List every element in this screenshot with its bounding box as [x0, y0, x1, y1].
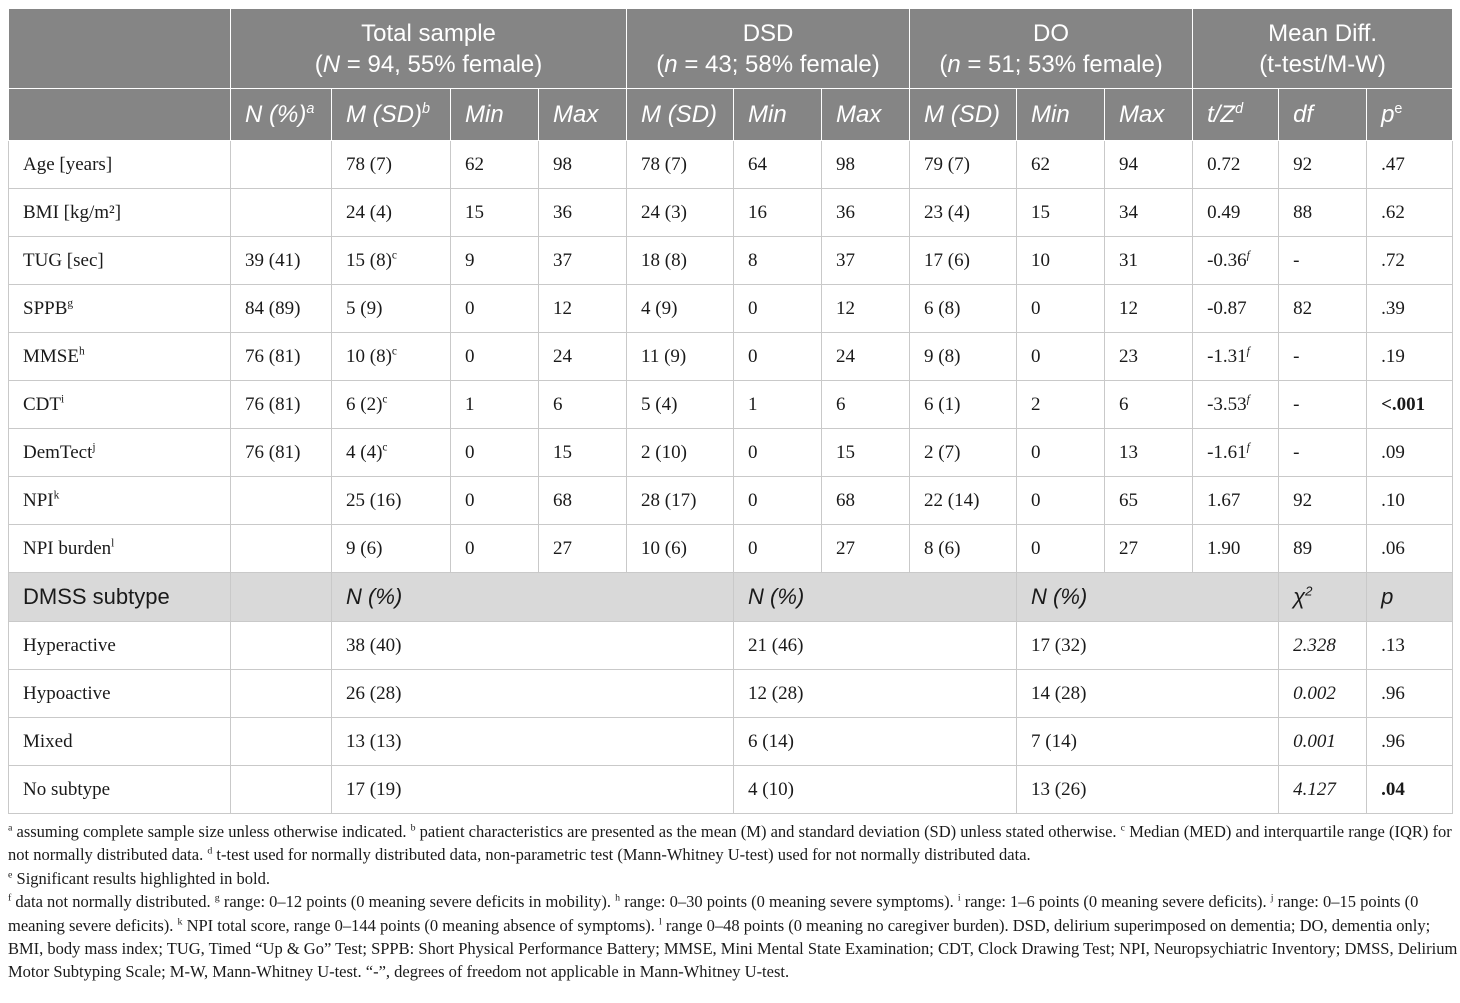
cell-do-max: 27: [1105, 525, 1193, 573]
row-label: Hyperactive: [9, 622, 231, 670]
table-row: [9, 285, 1453, 333]
cell-total-max: 37: [539, 237, 627, 285]
cell-do-npct: 13 (26): [1017, 766, 1279, 814]
row-label: TUG [sec]: [9, 237, 231, 285]
col-total-min: Min: [451, 89, 539, 141]
cell-chi: 4.127: [1279, 766, 1367, 814]
cell-tz: -1.31$^f$: [1193, 333, 1279, 381]
cell-dsd-npct: 6 (14): [734, 718, 1017, 766]
cell-dsd-max: 15: [822, 429, 910, 477]
cell-total-msd: 25 (16): [332, 477, 451, 525]
footnote-line: $^e$ Significant results highlighted in bold.: [8, 868, 270, 888]
cell-dsd-min: 0: [734, 429, 822, 477]
cell-do-msd: 8 (6): [910, 525, 1017, 573]
cell-p: <.001: [1367, 381, 1453, 429]
dmss-total-npct: N (%): [332, 573, 734, 622]
header-mean-diff: Mean Diff. (t-test/M-W): [1193, 9, 1453, 89]
cell-p: .96: [1367, 670, 1453, 718]
table-row: [9, 189, 1453, 237]
col-dsd-max: Max: [822, 89, 910, 141]
cell-do-min: 0: [1017, 429, 1105, 477]
cell-total-min: 15: [451, 189, 539, 237]
cell-dsd-max: 24: [822, 333, 910, 381]
cell-dsd-npct: 4 (10): [734, 766, 1017, 814]
cell-tz: 1.67: [1193, 477, 1279, 525]
cell-do-msd: 22 (14): [910, 477, 1017, 525]
col-dsd-msd: M (SD): [627, 89, 734, 141]
cell-total-min: 62: [451, 141, 539, 189]
table-row: [9, 429, 1453, 477]
row-label: MMSE$^h$: [9, 333, 231, 381]
cell-total-max: 98: [539, 141, 627, 189]
cell-df: -: [1279, 429, 1367, 477]
cell-dsd-min: 0: [734, 333, 822, 381]
cell-total-max: 15: [539, 429, 627, 477]
col-do-max: Max: [1105, 89, 1193, 141]
cell-dsd-max: 37: [822, 237, 910, 285]
cell-dsd-min: 1: [734, 381, 822, 429]
cell-total-npct: 17 (19): [332, 766, 734, 814]
cell-tz: -0.87: [1193, 285, 1279, 333]
cell-n-pct: 76 (81): [231, 429, 332, 477]
dmss-dsd-npct: N (%): [734, 573, 1017, 622]
cell-total-msd: 24 (4): [332, 189, 451, 237]
dmss-blank: [231, 573, 332, 622]
cell-n-pct: [231, 477, 332, 525]
cell-dsd-min: 16: [734, 189, 822, 237]
table-row: [9, 670, 1453, 718]
dmss-section-header: [9, 573, 1453, 622]
cell-total-min: 0: [451, 333, 539, 381]
cell-do-max: 12: [1105, 285, 1193, 333]
cell-total-msd: 9 (6): [332, 525, 451, 573]
cell-do-max: 65: [1105, 477, 1193, 525]
footnote-line: $^a$ assuming complete sample size unless otherwise indicated. $^b$ patient characteristics are presented as the mean (M) and standard deviation (SD) unless stated otherwise. $^c$ Median (MED) and interquartile range (IQR) for not normally distributed data. $^d$ t-test used for normally distributed data, non-parametric test (Mann-Whitney U-test) used for not normally distributed data.: [8, 822, 1452, 865]
cell-total-npct: 38 (40): [332, 622, 734, 670]
cell-total-msd: 4 $(4)^c$: [332, 429, 451, 477]
table-row: [9, 141, 1453, 189]
table-footnotes: [8, 820, 1458, 984]
cell-n-pct: [231, 525, 332, 573]
col-tz: $t/Z^d$: [1193, 89, 1279, 141]
col-df: df: [1279, 89, 1367, 141]
cell-p: .19: [1367, 333, 1453, 381]
row-label: Mixed: [9, 718, 231, 766]
cell-dsd-msd: 18 (8): [627, 237, 734, 285]
cell-dsd-msd: 10 (6): [627, 525, 734, 573]
cell-p: .96: [1367, 718, 1453, 766]
table-row: [9, 477, 1453, 525]
cell-tz: 1.90: [1193, 525, 1279, 573]
cell-do-npct: 17 (32): [1017, 622, 1279, 670]
header-row-columns: [9, 89, 1453, 141]
cell-total-msd: 78 (7): [332, 141, 451, 189]
cell-do-min: 15: [1017, 189, 1105, 237]
row-label: Hypoactive: [9, 670, 231, 718]
cell-total-msd: 6 $(2)^c$: [332, 381, 451, 429]
col-do-min: Min: [1017, 89, 1105, 141]
cell-dsd-max: 98: [822, 141, 910, 189]
table-row: [9, 237, 1453, 285]
dmss-do-npct: N (%): [1017, 573, 1279, 622]
header-row-groups: [9, 9, 1453, 89]
cell-total-max: 24: [539, 333, 627, 381]
cell-p: .72: [1367, 237, 1453, 285]
col-do-msd: M (SD): [910, 89, 1017, 141]
cell-do-min: 0: [1017, 477, 1105, 525]
cell-total-msd: 15 $(8)^c$: [332, 237, 451, 285]
cell-do-max: 13: [1105, 429, 1193, 477]
cell-tz: -1.61$^f$: [1193, 429, 1279, 477]
cell-total-min: 0: [451, 429, 539, 477]
cell-p: .06: [1367, 525, 1453, 573]
cell-dsd-msd: 5 (4): [627, 381, 734, 429]
cell-tz: -0.36$^f$: [1193, 237, 1279, 285]
cell-do-max: 23: [1105, 333, 1193, 381]
cell-n-pct: [231, 189, 332, 237]
table-row: [9, 622, 1453, 670]
cell-do-msd: 6 (1): [910, 381, 1017, 429]
table-row: [9, 718, 1453, 766]
row-label: DemTect$^j$: [9, 429, 231, 477]
cell-df: 92: [1279, 141, 1367, 189]
table-row: [9, 766, 1453, 814]
cell-df: -: [1279, 237, 1367, 285]
dmss-chi: $\chi^2$: [1279, 573, 1367, 622]
cell-total-min: 9: [451, 237, 539, 285]
header-blank-2: [9, 89, 231, 141]
table-body: [9, 141, 1453, 814]
dmss-p: p: [1367, 573, 1453, 622]
row-label: BMI [kg/m²]: [9, 189, 231, 237]
cell-dsd-msd: 78 (7): [627, 141, 734, 189]
cell-do-msd: 6 (8): [910, 285, 1017, 333]
cell-df: -: [1279, 333, 1367, 381]
cell-dsd-msd: 24 (3): [627, 189, 734, 237]
cell-do-npct: 14 (28): [1017, 670, 1279, 718]
cell-n-pct: [231, 141, 332, 189]
cell-p: .10: [1367, 477, 1453, 525]
cell-chi: 0.001: [1279, 718, 1367, 766]
cell-do-msd: 9 (8): [910, 333, 1017, 381]
cell-chi: 0.002: [1279, 670, 1367, 718]
row-label: SPPB$^g$: [9, 285, 231, 333]
table-row: [9, 381, 1453, 429]
cell-do-max: 94: [1105, 141, 1193, 189]
cell-p: .04: [1367, 766, 1453, 814]
cell-total-msd: 5 (9): [332, 285, 451, 333]
col-total-max: Max: [539, 89, 627, 141]
cell-dsd-npct: 12 (28): [734, 670, 1017, 718]
table-header: [9, 9, 1453, 141]
cell-chi: 2.328: [1279, 622, 1367, 670]
header-blank: [9, 9, 231, 89]
cell-p: .47: [1367, 141, 1453, 189]
cell-dsd-min: 0: [734, 525, 822, 573]
cell-do-max: 34: [1105, 189, 1193, 237]
cell-n-pct: 84 (89): [231, 285, 332, 333]
cell-df: -: [1279, 381, 1367, 429]
col-p: $p^e$: [1367, 89, 1453, 141]
cell-blank: [231, 766, 332, 814]
cell-df: 92: [1279, 477, 1367, 525]
cell-do-min: 2: [1017, 381, 1105, 429]
col-dsd-min: Min: [734, 89, 822, 141]
row-label: Age [years]: [9, 141, 231, 189]
cell-total-msd: 10 $(8)^c$: [332, 333, 451, 381]
cell-dsd-max: 36: [822, 189, 910, 237]
footnote-line: $^f$ data not normally distributed. $^g$ range: 0–12 points (0 meaning severe deficits in mobility). $^h$ range: 0–30 points (0 meaning severe symptoms). $^i$ range: 1–6 points (0 meaning severe deficits). $^j$ range: 0–15 points (0 meaning severe deficits). $^k$ NPI total score, range 0–144 points (0 meaning absence of symptoms). $^l$ range 0–48 points (0 meaning no caregiver burden). DSD, delirium superimposed on dementia; DO, dementia only; BMI, body mass index; TUG, Timed “Up & Go” Test; SPPB: Short Physical Performance Battery; MMSE, Mini Mental State Examination; CDT, Clock Drawing Test; NPI, Neuropsychiatric Inventory; DMSS, Delirium Motor Subtyping Scale; M-W, Mann-Whitney U-test. “-”, degrees of freedom not applicable in Mann-Whitney U-test.: [8, 892, 1458, 982]
cell-tz: -3.53$^f$: [1193, 381, 1279, 429]
cell-dsd-msd: 11 (9): [627, 333, 734, 381]
cell-do-msd: 79 (7): [910, 141, 1017, 189]
cell-blank: [231, 622, 332, 670]
cell-dsd-msd: 4 (9): [627, 285, 734, 333]
cell-blank: [231, 670, 332, 718]
row-label: No subtype: [9, 766, 231, 814]
cell-total-max: 36: [539, 189, 627, 237]
table-row: [9, 525, 1453, 573]
cell-do-min: 0: [1017, 525, 1105, 573]
cell-dsd-min: 0: [734, 285, 822, 333]
cell-total-npct: 26 (28): [332, 670, 734, 718]
cell-do-min: 0: [1017, 333, 1105, 381]
cell-total-max: 6: [539, 381, 627, 429]
cell-dsd-msd: 2 (10): [627, 429, 734, 477]
cell-dsd-min: 0: [734, 477, 822, 525]
row-label: NPI$^k$: [9, 477, 231, 525]
header-dsd: DSD (n = 43; 58% female): [627, 9, 910, 89]
cell-dsd-min: 8: [734, 237, 822, 285]
cell-dsd-max: 68: [822, 477, 910, 525]
cell-p: .39: [1367, 285, 1453, 333]
cell-dsd-max: 6: [822, 381, 910, 429]
cell-df: 82: [1279, 285, 1367, 333]
cell-total-min: 0: [451, 285, 539, 333]
cell-n-pct: 39 (41): [231, 237, 332, 285]
cell-total-max: 68: [539, 477, 627, 525]
cell-dsd-npct: 21 (46): [734, 622, 1017, 670]
cell-do-npct: 7 (14): [1017, 718, 1279, 766]
cell-tz: 0.72: [1193, 141, 1279, 189]
row-label: CDT$^i$: [9, 381, 231, 429]
dmss-label: DMSS subtype: [9, 573, 231, 622]
cell-dsd-msd: 28 (17): [627, 477, 734, 525]
cell-do-min: 0: [1017, 285, 1105, 333]
cell-df: 89: [1279, 525, 1367, 573]
col-n-pct: N (%)$^a$: [231, 89, 332, 141]
header-total-sample: Total sample (N = 94, 55% female): [231, 9, 627, 89]
cell-n-pct: 76 (81): [231, 381, 332, 429]
cell-do-min: 62: [1017, 141, 1105, 189]
col-total-msd: M (SD)$^b$: [332, 89, 451, 141]
cell-p: .13: [1367, 622, 1453, 670]
cell-dsd-max: 12: [822, 285, 910, 333]
cell-do-msd: 2 (7): [910, 429, 1017, 477]
cell-p: .09: [1367, 429, 1453, 477]
table-container: [8, 8, 1458, 984]
cell-total-max: 27: [539, 525, 627, 573]
cell-do-msd: 17 (6): [910, 237, 1017, 285]
table-row: [9, 333, 1453, 381]
cell-n-pct: 76 (81): [231, 333, 332, 381]
cell-total-npct: 13 (13): [332, 718, 734, 766]
cell-do-min: 10: [1017, 237, 1105, 285]
cell-do-max: 6: [1105, 381, 1193, 429]
cell-total-min: 0: [451, 525, 539, 573]
cell-total-min: 0: [451, 477, 539, 525]
cell-do-msd: 23 (4): [910, 189, 1017, 237]
cell-total-max: 12: [539, 285, 627, 333]
header-do: DO (n = 51; 53% female): [910, 9, 1193, 89]
cell-do-max: 31: [1105, 237, 1193, 285]
cell-blank: [231, 718, 332, 766]
cell-dsd-max: 27: [822, 525, 910, 573]
cell-df: 88: [1279, 189, 1367, 237]
characteristics-table: [8, 8, 1453, 814]
cell-tz: 0.49: [1193, 189, 1279, 237]
cell-total-min: 1: [451, 381, 539, 429]
cell-p: .62: [1367, 189, 1453, 237]
cell-dsd-min: 64: [734, 141, 822, 189]
row-label: NPI burden$^l$: [9, 525, 231, 573]
